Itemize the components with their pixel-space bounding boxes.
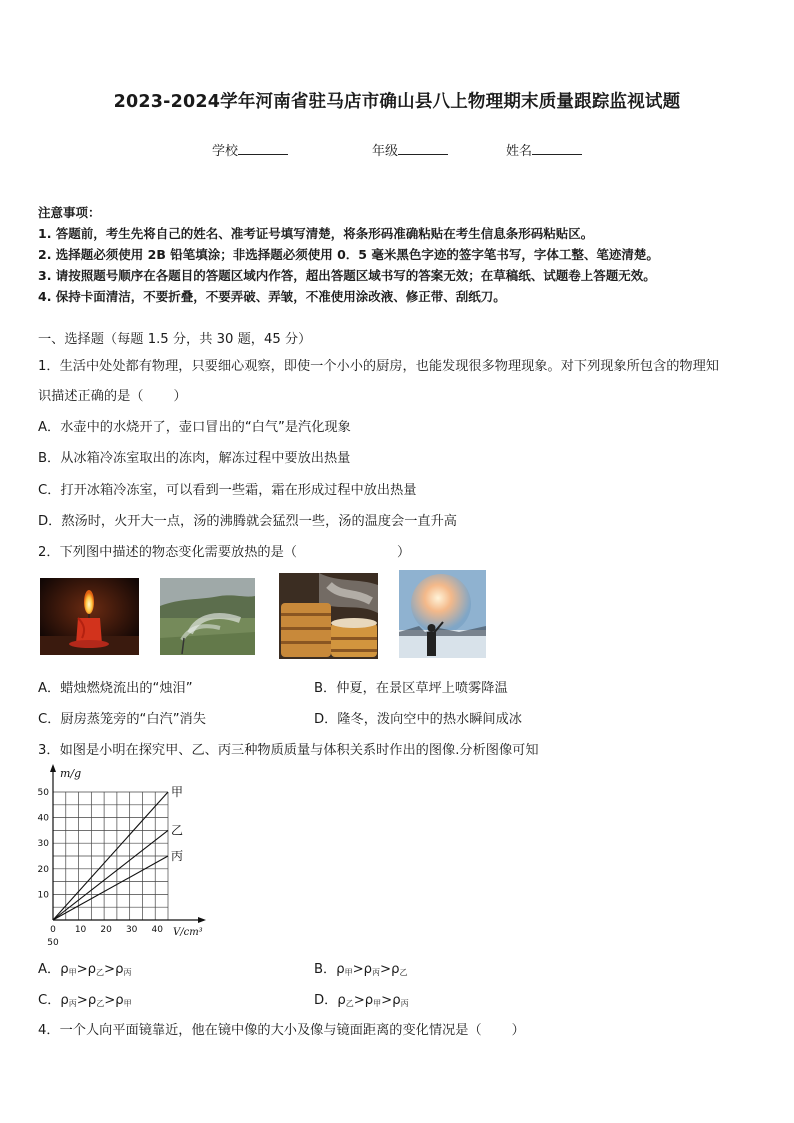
subscript: 乙 — [345, 999, 354, 1008]
q1-option-b[interactable]: B．从冰箱冷冻室取出的冻肉，解冻过程中要放出热量 — [38, 451, 351, 466]
q1-option-a[interactable]: A．水壶中的水烧开了，壶口冒出的“白气”是汽化现象 — [38, 420, 351, 435]
candle-photo — [40, 578, 139, 655]
q1-option-c[interactable]: C．打开冰箱冷冻室，可以看到一些霜，霜在形成过程中放出热量 — [38, 483, 417, 498]
opt-label: A．ρ — [38, 962, 69, 977]
note-item: 2. 选择题必须使用 2B 铅笔填涂；非选择题必须使用 0．5 毫米黑色字迹的签字笔书写，字体工整、笔迹清楚。 — [38, 247, 659, 262]
q3-option-a[interactable] — [38, 958, 131, 978]
opt-label: D．ρ — [314, 993, 346, 1008]
mass-volume-chart — [28, 760, 228, 952]
series-label-2: 丙 — [171, 849, 184, 863]
q3-option-d[interactable] — [314, 989, 409, 1009]
subscript: 丙 — [372, 968, 381, 977]
question-4-stem — [38, 1019, 525, 1038]
name-label: 姓名 — [506, 144, 533, 159]
q2-option-b[interactable]: B．仲夏，在景区草坪上喷雾降温 — [314, 681, 508, 696]
gt-rho: >ρ — [353, 993, 374, 1008]
q4-stem-text: 4．一个人向平面镜靠近，他在镜中像的大小及像与镜面距离的变化情况是（ — [38, 1023, 482, 1038]
q2-option-a[interactable]: A．蜡烛燃烧流出的“烛泪” — [38, 681, 193, 696]
opt-label: B．ρ — [314, 962, 345, 977]
x-tick-label: 40 — [151, 925, 163, 935]
gt-rho: >ρ — [352, 962, 373, 977]
hot-water-freezing-photo — [399, 570, 486, 658]
subscript: 甲 — [344, 968, 353, 977]
q3-option-c[interactable] — [38, 989, 132, 1009]
gt-rho: >ρ — [104, 962, 124, 977]
grade-label: 年级 — [372, 144, 399, 159]
series-line-2 — [53, 856, 168, 920]
school-blank[interactable] — [238, 142, 288, 155]
subscript: 甲 — [123, 999, 132, 1008]
gt-rho: >ρ — [380, 962, 400, 977]
gt-rho: >ρ — [381, 993, 401, 1008]
school-field[interactable] — [212, 140, 288, 159]
q2-option-d[interactable]: D．隆冬，泼向空中的热水瞬间成冰 — [314, 712, 522, 727]
x-tick-label: 30 — [125, 925, 138, 935]
subscript: 乙 — [96, 999, 105, 1008]
q2-option-c[interactable]: C．厨房蒸笼旁的“白汽”消失 — [38, 712, 206, 727]
question-1-stem: 1．生活中处处都有物理，只要细心观察，即使一个小小的厨房，也能发现很多物理现象。对下列现象所包含的物理知 — [38, 359, 719, 374]
subscript: 甲 — [68, 968, 77, 977]
q1-paren-close: ） — [173, 389, 187, 404]
q2-paren-close: ） — [396, 545, 411, 560]
subscript: 乙 — [399, 968, 408, 977]
y-tick-label: 20 — [37, 864, 49, 875]
question-3-stem: 3．如图是小明在探究甲、乙、丙三种物质质量与体积关系时作出的图像.分析图像可知 — [38, 743, 539, 758]
gt-rho: >ρ — [104, 993, 124, 1008]
q1-option-d[interactable]: D．熬汤时，火开大一点，汤的沸腾就会猛烈一些，汤的温度会一直升高 — [38, 514, 457, 529]
series-label-1: 乙 — [171, 823, 184, 838]
y-tick-label: 40 — [37, 813, 49, 824]
q4-paren-close: ） — [511, 1023, 525, 1038]
x-axis-arrow — [198, 917, 206, 923]
subscript: 丙 — [400, 999, 409, 1008]
note-item: 3. 请按照题号顺序在各题目的答题区域内作答，超出答题区域书写的答案无效；在草稿纸、试题卷上答题无效。 — [38, 268, 656, 283]
y-tick-label: 10 — [37, 890, 49, 901]
x-tick-label: 20 — [100, 925, 112, 935]
q3-option-b[interactable] — [314, 958, 407, 978]
name-blank[interactable] — [532, 142, 582, 155]
steamer-photo — [279, 573, 378, 659]
page-title: 2023-2024学年河南省驻马店市确山县八上物理期末质量跟踪监视试题 — [113, 92, 681, 112]
subscript: 丙 — [68, 999, 77, 1008]
gt-rho: >ρ — [76, 962, 97, 977]
section-heading: 一、选择题（每题 1.5 分，共 30 题，45 分） — [38, 332, 312, 347]
name-field[interactable] — [506, 140, 582, 159]
subscript: 乙 — [96, 968, 105, 977]
subscript: 丙 — [123, 968, 132, 977]
note-item: 4. 保持卡面清洁，不要折叠，不要弄破、弄皱，不准使用涂改液、修正带、刮纸刀。 — [38, 289, 506, 304]
x-axis-label: V/cm³ — [173, 927, 203, 938]
note-item: 1. 答题前，考生先将自己的姓名、准考证号填写清楚，将条形码准确粘贴在考生信息条形码粘贴区。 — [38, 226, 594, 241]
x-tick-label: 0 — [50, 925, 56, 935]
subscript: 甲 — [373, 999, 382, 1008]
x-tick-label: 50 — [47, 938, 59, 948]
q1-stem-text: 识描述正确的是（ — [38, 389, 144, 404]
y-axis-label: m/g — [60, 767, 82, 780]
series-label-0: 甲 — [171, 785, 184, 799]
grade-field[interactable] — [372, 140, 448, 159]
opt-label: C．ρ — [38, 993, 69, 1008]
notes-heading: 注意事项： — [38, 205, 101, 220]
question-1-stem-cont — [38, 385, 187, 404]
grade-blank[interactable] — [398, 142, 448, 155]
x-tick-label: 10 — [74, 925, 87, 935]
y-tick-label: 30 — [37, 839, 49, 850]
lawn-sprinkler-photo — [160, 578, 255, 655]
y-tick-label: 50 — [37, 788, 49, 798]
series-line-1 — [53, 830, 168, 920]
y-axis-arrow — [50, 764, 56, 772]
question-2-stem — [38, 541, 410, 560]
q2-stem-text: 2．下列图中描述的物态变化需要放热的是（ — [38, 545, 297, 560]
school-label: 学校 — [212, 144, 239, 159]
gt-rho: >ρ — [76, 993, 97, 1008]
